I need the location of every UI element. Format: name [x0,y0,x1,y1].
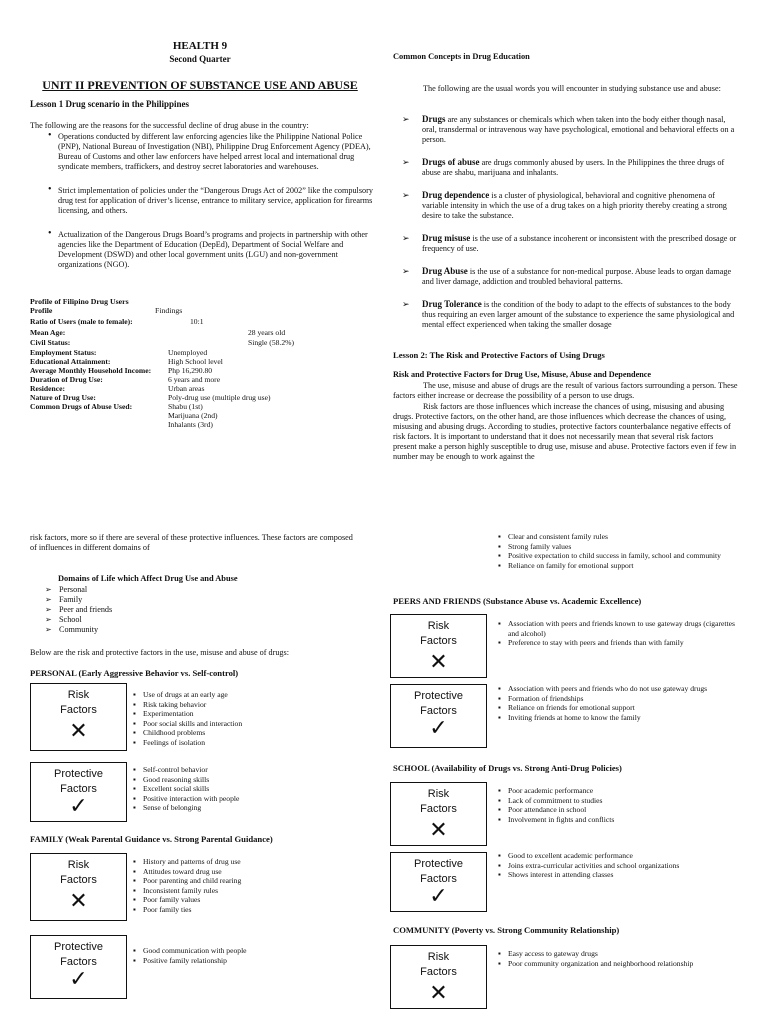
list-item: ▪ Excellent social skills [133,784,239,794]
profile-value: Marijuana (2nd) [168,411,218,420]
profile-row: Nature of Drug Use: [30,393,96,402]
list-item: ▪ Shows interest in attending classes [498,870,738,880]
check-mark-icon: ✓ [69,966,88,991]
domain-item: ➢ Community [45,625,112,635]
family-risk-list [133,857,241,914]
list-item: ▪ Risk taking behavior [133,700,242,710]
family-title: FAMILY (Weak Parental Guidance vs. Strong Parental Guidance) [30,834,273,844]
profile-row: Employment Status: [30,348,97,357]
profile-row: Mean Age: [30,328,66,337]
family-protect-continued [498,532,738,570]
peers-title: PEERS AND FRIENDS (Substance Abuse vs. Academic Excellence) [393,596,642,606]
profile-value: High School level [168,357,223,366]
profile-value: Single (58.2%) [248,338,294,347]
profile-value: 10:1 [190,317,204,326]
profile-value: Poly-drug use (multiple drug use) [168,393,271,402]
list-item: ▪ Poor academic performance [498,786,738,796]
list-item: ▪ Sense of belonging [133,803,239,813]
list-item: ▪ Strong family values [498,542,738,552]
check-mark-icon: ✓ [429,883,448,908]
profile-row: Average Monthly Household Income: [30,366,152,375]
list-item: ▪ Poor family values [133,895,241,905]
concept-item: ➢ Drugs are any substances or chemicals which when taken into the body either though nasal, oral, transdermal or intravenous way have psychological, emotional and behavioral effects on a person. [402,114,735,144]
list-item: ▪ History and patterns of drug use [133,857,241,867]
profile-value: 6 years and more [168,375,221,384]
list-item: ▪ Good to excellent academic performance [498,851,738,861]
concepts-list [400,114,740,342]
list-item: ▪ Joins extra-curricular activities and school organizations [498,861,738,871]
list-item: ▪ Positive family relationship [133,956,247,966]
lesson2-subtitle: Risk and Protective Factors for Drug Use, Misuse, Abuse and Dependence [393,370,652,379]
reason-item: • Operations conducted by different law enforcing agencies like the Philippine National Police (PNP), National Bureau of Investigation (NBI), Philippine Drug Enforcement Agency (PDEA), Bureau of Customs and other law enforcers have helped arrest local and international drug syndicate members, traffickers, and destroy secret laboratories and warehouses. [48,132,376,172]
list-item: ▪ Poor attendance in school [498,805,738,815]
profile-value: 28 years old [248,328,286,337]
protective-factors-box: Protective Factors ✓ [30,935,127,999]
list-item: ▪ Preference to stay with peers and friends than with family [498,638,738,648]
personal-title: PERSONAL (Early Aggressive Behavior vs. Self-control) [30,668,239,678]
school-risk-list [498,786,738,824]
concept-item: ➢ Drug Abuse is the use of a substance for non-medical purpose. Abuse leads to organ damage and liver damage, addiction and troubled behavioral patterns. [402,266,732,286]
personal-protect-list [133,765,239,813]
peers-protect-list [498,684,738,722]
family-protect-list [133,946,247,965]
concepts-intro: The following are the usual words you will encounter in studying substance use and abuse: [423,84,721,93]
domains-list [45,585,112,635]
community-risk-list [498,949,738,968]
risk-factors-box: Risk Factors ✕ [390,945,487,1009]
x-mark-icon: ✕ [69,718,88,743]
list-item: ▪ Feelings of isolation [133,738,242,748]
list-item: ▪ Self-control behavior [133,765,239,775]
community-title: COMMUNITY (Poverty vs. Strong Community Relationship) [393,925,620,935]
list-item: ▪ Good reasoning skills [133,775,239,785]
continuation-text: risk factors, more so if there are several of these protective influences. These factors are composed of influences in different domains of [30,533,353,552]
reasons-list [48,132,376,270]
lesson2-paragraph: The use, misuse and abuse of drugs are the result of various factors surrounding a person. These factors either increase or decrease the possibility of a person to use drugs. [393,381,738,400]
doc-subtitle: Second Quarter [169,54,231,64]
domain-item: ➢ Personal [45,585,112,595]
reason-item: • Actualization of the Dangerous Drugs Board’s programs and projects in partnership with other agencies like the Department of Education (DepEd), Department of Social Welfare and Development (DSWD) and other local government units (LGU) and non-government organizations (NGO). [48,230,376,270]
findings-col-header: Findings [155,306,183,315]
list-item: ▪ Involvement in fights and conflicts [498,815,738,825]
list-item: ▪ Positive interaction with people [133,794,239,804]
profile-value: Shabu (1st) [168,402,203,411]
concept-item: ➢ Drugs of abuse are drugs commonly abused by users. In the Philippines the three drugs of abuse are shabu, marijuana and inhalants. [402,157,725,177]
profile-col-header: Profile [30,306,53,315]
list-item: ▪ Poor parenting and child rearing [133,876,241,886]
profile-row: Civil Status: [30,338,71,347]
list-item: ▪ Childhood problems [133,728,242,738]
risk-factors-box: Risk Factors ✕ [30,683,127,751]
list-item: ▪ Positive expectation to child success in family, school and community [498,551,738,561]
protective-factors-box: Protective Factors ✓ [390,684,487,748]
x-mark-icon: ✕ [429,649,448,674]
x-mark-icon: ✕ [69,888,88,913]
risk-factors-box: Risk Factors ✕ [390,782,487,846]
below-text: Below are the risk and protective factors in the use, misuse and abuse of drugs: [30,648,289,657]
list-item: ▪ Clear and consistent family rules [498,532,738,542]
profile-title: Profile of Filipino Drug Users [30,297,129,306]
protective-factors-box: Protective Factors ✓ [390,852,487,912]
domain-item: ➢ Family [45,595,112,605]
list-item: ▪ Poor social skills and interaction [133,719,242,729]
domain-item: ➢ Peer and friends [45,605,112,615]
profile-row: Common Drugs of Abuse Used: [30,402,133,411]
concept-item: ➢ Drug dependence is a cluster of physiological, behavioral and cognitive phenomena of variable intensity in which the use of a drug takes on a high priority thereby creating a strong desire to take the substance. [402,190,727,220]
profile-value: Unemployed [168,348,208,357]
list-item: ▪ Reliance on friends for emotional support [498,703,738,713]
lesson2-paragraph: Risk factors are those influences which increase the chances of using, misusing and abusing drugs. Protective factors, on the other hand, are those influences which decrease the chances of using, misusing and abusing drugs. According to studies, protective factors counterbalance negative effects of risk factors. It is important to understand that it does not necessarily mean that several risk factors present make a person highly susceptible to drug use, misuse and abuse. Protective factors even if few in number may be enough to work against the [393,402,737,461]
list-item: ▪ Poor family ties [133,905,241,915]
protective-factors-box: Protective Factors ✓ [30,762,127,822]
concept-item: ➢ Drug misuse is the use of a substance incoherent or inconsistent with the prescribed dosage or frequency of use. [402,233,737,253]
profile-row: Educational Attainment: [30,357,111,366]
lesson1-title: Lesson 1 Drug scenario in the Philippines [30,99,190,109]
list-item: ▪ Experimentation [133,709,242,719]
list-item: ▪ Use of drugs at an early age [133,690,242,700]
profile-row: Duration of Drug Use: [30,375,103,384]
personal-risk-list [133,690,242,747]
list-item: ▪ Lack of commitment to studies [498,796,738,806]
risk-factors-box: Risk Factors ✕ [390,614,487,678]
unit-title: UNIT II PREVENTION OF SUBSTANCE USE AND ABUSE [42,78,358,92]
profile-row: Residence: [30,384,66,393]
doc-title: HEALTH 9 [172,40,228,52]
list-item: ▪ Good communication with people [133,946,247,956]
concept-item: ➢ Drug Tolerance is the condition of the body to adapt to the effects of substances to the body thus requiring an even larger amount of the substance to experience the same physiological and mental effect experienced when taking the smaller dosage [402,299,735,329]
list-item: ▪ Attitudes toward drug use [133,867,241,877]
domains-title: Domains of Life which Affect Drug Use and Abuse [58,574,238,583]
profile-value: Inhalants (3rd) [168,420,213,429]
x-mark-icon: ✕ [429,817,448,842]
profile-row: Ratio of Users (male to female): [30,317,133,326]
x-mark-icon: ✕ [429,980,448,1005]
risk-factors-box: Risk Factors ✕ [30,853,127,921]
list-item: ▪ Inviting friends at home to know the family [498,713,738,723]
profile-value: Php 16,290.80 [168,366,213,375]
list-item: ▪ Association with peers and friends who do not use gateway drugs [498,684,738,694]
list-item: ▪ Easy access to gateway drugs [498,949,738,959]
peers-risk-list [498,619,738,648]
concepts-title: Common Concepts in Drug Education [393,52,530,61]
school-protect-list [498,851,738,880]
list-item: ▪ Poor community organization and neighborhood relationship [498,959,738,969]
domain-item: ➢ School [45,615,112,625]
check-mark-icon: ✓ [69,793,88,818]
check-mark-icon: ✓ [429,715,448,740]
list-item: ▪ Inconsistent family rules [133,886,241,896]
list-item: ▪ Reliance on family for emotional support [498,561,738,571]
lesson2-title: Lesson 2: The Risk and Protective Factors of Using Drugs [393,350,605,360]
school-title: SCHOOL (Availability of Drugs vs. Strong Anti-Drug Policies) [393,763,622,773]
reason-item: • Strict implementation of policies under the “Dangerous Drugs Act of 2002” like the compulsory drug test for application of driver’s license, entrance to military service, application for firearms licensing, and others. [48,186,376,216]
list-item: ▪ Association with peers and friends known to use gateway drugs (cigarettes and alcohol) [498,619,738,638]
list-item: ▪ Formation of friendships [498,694,738,704]
profile-value: Urban areas [168,384,205,393]
lesson1-intro: The following are the reasons for the successful decline of drug abuse in the country: [30,121,309,130]
